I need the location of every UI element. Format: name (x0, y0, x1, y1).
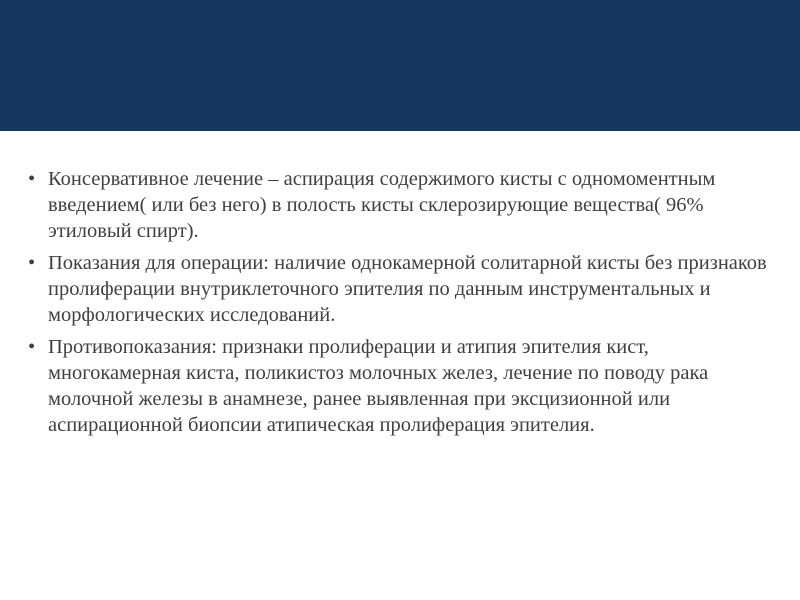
header-band (0, 0, 800, 131)
bullet-text: Консервативное лечение – аспирация содержимого кисты с одномоментным введением( или без него) в полость кисты склерозирующие вещества( 96% этиловый спирт). (48, 168, 716, 242)
bullet-text: Противопоказания: признаки пролиферации и атипия эпителия кист, многокамерная киста, поликистоз молочных желез, лечение по поводу рака молочной железы в анамнезе, ранее выявленная при эксцизионной или аспирационной биопсии атипическая пролиферация эпителия. (48, 336, 709, 436)
bullet-icon: • (28, 168, 36, 190)
bullet-surgery-indications (28, 250, 768, 328)
bullet-conservative-treatment (28, 166, 768, 244)
bullet-icon: • (28, 252, 36, 274)
bullet-contraindications (28, 334, 768, 438)
bullet-list (28, 166, 768, 444)
bullet-text: Показания для операции: наличие однокамерной солитарной кисты без признаков пролиферации внутриклеточного эпителия по данным инструментальных и морфологических исследований. (48, 252, 767, 326)
bullet-icon: • (28, 336, 36, 358)
